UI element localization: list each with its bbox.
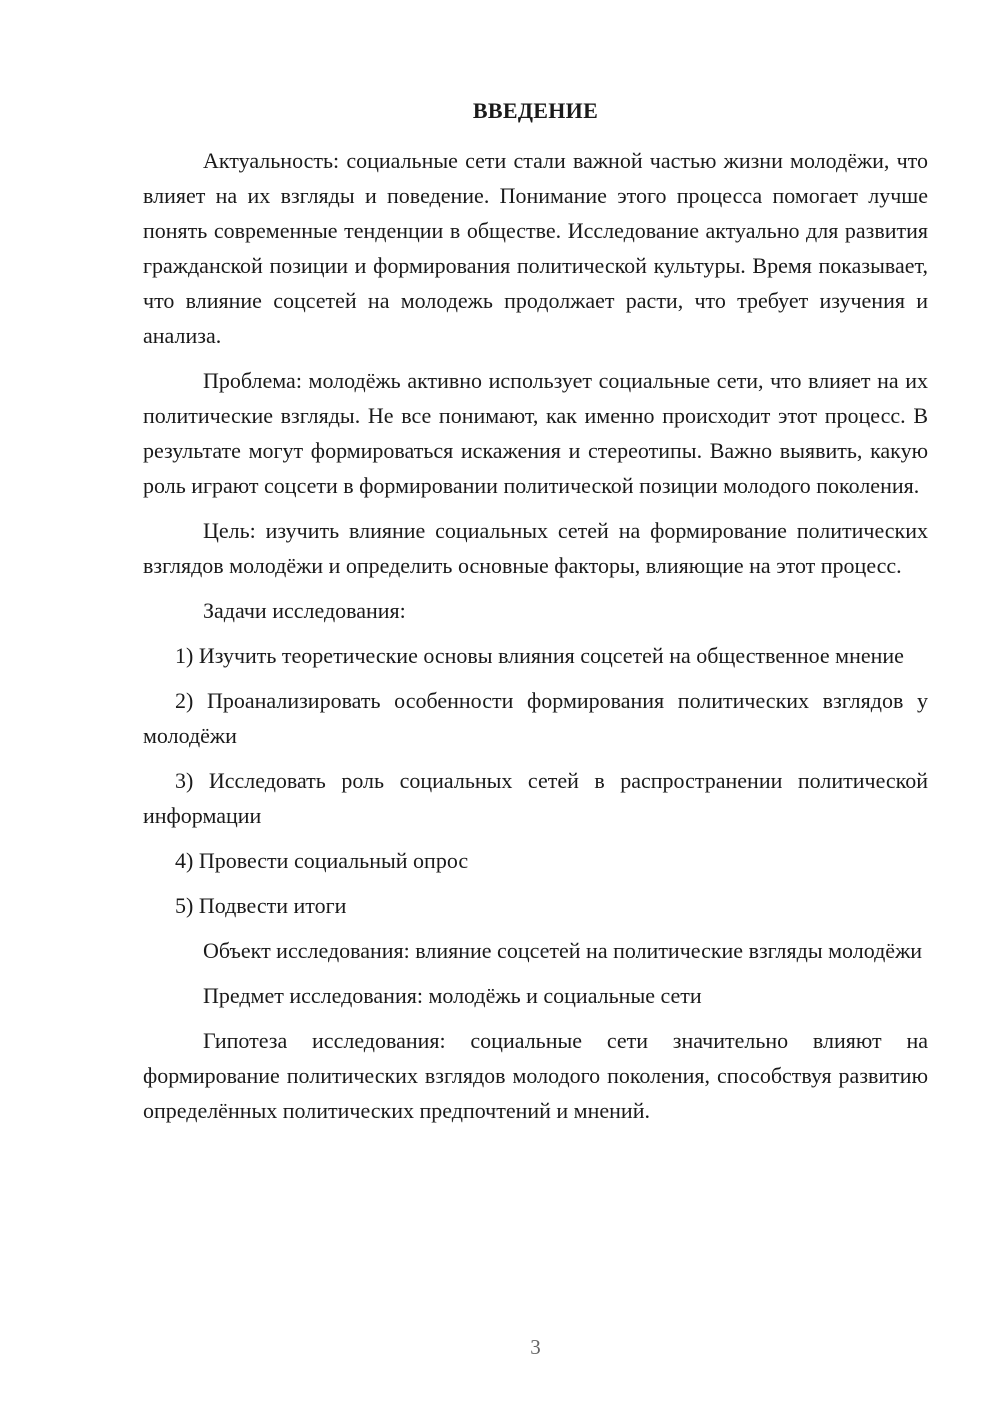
paragraph-object: Объект исследования: влияние соцсетей на политические взгляды молодёжи <box>203 938 923 963</box>
page-title: ВВЕДЕНИЕ <box>472 98 599 123</box>
list-item-task-3: 3) Исследовать роль социальных сетей в распространении политической информации <box>143 768 928 828</box>
paragraph-subject: Предмет исследования: молодёжь и социальные сети <box>203 983 702 1008</box>
list-item-task-4: 4) Провести социальный опрос <box>175 848 469 873</box>
list-item-task-1: 1) Изучить теоретические основы влияния соцсетей на общественное мнение <box>175 643 904 668</box>
document-page <box>143 0 928 1414</box>
paragraph-goal: Цель: изучить влияние социальных сетей на формирование политических взглядов молодёжи и определить основные факторы, влияющие на этот процесс. <box>143 518 928 578</box>
tasks-title: Задачи исследования: <box>203 598 406 623</box>
page-number: 3 <box>530 1335 541 1359</box>
list-item-task-2: 2) Проанализировать особенности формирования политических взглядов у молодёжи <box>143 688 928 748</box>
paragraph-problem: Проблема: молодёжь активно использует социальные сети, что влияет на их политические взгляды. Не все понимают, как именно происходит этот процесс. В результате могут формироваться искажения и стереотипы. Важно выявить, какую роль играют соцсети в формировании политической позиции молодого поколения. <box>143 368 928 498</box>
paragraph-hypothesis: Гипотеза исследования: социальные сети значительно влияют на формирование политических взглядов молодого поколения, способствуя развитию определённых политических предпочтений и мнений. <box>143 1028 928 1123</box>
paragraph-relevance: Актуальность: социальные сети стали важной частью жизни молодёжи, что влияет на их взгляды и поведение. Понимание этого процесса помогает лучше понять современные тенденции в обществе. Исследование актуально для развития гражданской позиции и формирования политической культуры. Время показывает, что влияние соцсетей на молодежь продолжает расти, что требует изучения и анализа. <box>143 148 928 348</box>
body-text <box>143 143 928 1138</box>
list-item-task-5: 5) Подвести итоги <box>175 893 347 918</box>
